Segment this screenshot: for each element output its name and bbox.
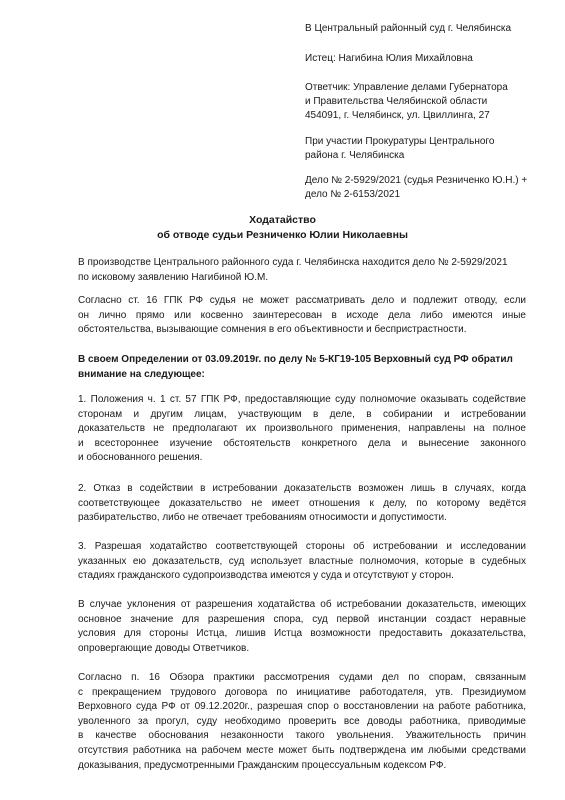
text-line: условия для стороны Истца, лишив Истца возможности предоставить доказательства, (78, 628, 526, 640)
defendant-block (305, 81, 550, 123)
text-line: разбирательство, либо не отвечает требованиям относимости и допустимости. (78, 512, 447, 524)
paragraph-case-info (78, 256, 526, 285)
text-line: по исковому заявлению Нагибиной Ю.М. (78, 271, 269, 283)
paragraph-point-1 (78, 393, 526, 466)
text-line: в качестве обоснования незаконности такого увольнения. Уважительность причин (78, 730, 526, 742)
plaintiff-block (305, 52, 550, 66)
text-line: доказательств не предполагают их произвольного применения, направлены на полное (78, 423, 526, 435)
text-line: внимание на следующее: (78, 368, 205, 380)
text-line: соответствующее доказательство не имеет отношения к делу, по которому ведётся (78, 497, 526, 509)
text-line: обстоятельства, вызывающие сомнения в его объективности и беспристрастности. (78, 324, 467, 336)
text-line: В случае уклонения от разрешения ходатайства об истребовании доказательств, имеющих (78, 599, 526, 610)
paragraph-evasion (78, 598, 526, 656)
text-line: 2. Отказ в содействии в истребовании доказательств возможен лишь в случаях, когда (78, 483, 526, 494)
text-line: опровергающие доводы Ответчиков. (78, 642, 250, 654)
text-line: указанных ею доказательств, суд использует властные полномочия, которые в судебных (78, 555, 526, 567)
prosecutor-line: района г. Челябинска (305, 150, 405, 161)
prosecutor-block (305, 135, 550, 163)
text-line: В своем Определении от 03.09.2019г. по делу № 5-КГ19-105 Верховный суд РФ обратил (78, 354, 513, 365)
text-line: и всестороннее изучение обстоятельств конкретного дела и вынесение законного (78, 437, 526, 449)
plaintiff-line: Истец: Нагибина Юлия Михайловна (305, 53, 473, 64)
text-line: В производстве Центрального районного суда г. Челябинска находится дело № 2-5929/2021 (78, 257, 508, 268)
text-line: стадиях гражданского судопроизводства имеются у суда и отсутствуют у сторон. (78, 570, 454, 582)
text-line: Верховного суда РФ от 09.12.2020г., разрешая спор о восстановлении на работе работника, (78, 701, 526, 713)
text-line: 3. Разрешая ходатайство соответствующей стороны об истребовании и исследовании (78, 541, 526, 552)
text-line: отсутствия работника на рабочем месте может быть подтверждена им любыми средствами (78, 744, 526, 756)
prosecutor-line: При участии Прокуратуры Центрального (305, 136, 495, 147)
text-line: Согласно ст. 16 ГПК РФ судья не может рассматривать дело и подлежит отводу, если (78, 295, 526, 306)
paragraph-supreme-court-ruling (78, 353, 526, 382)
text-line: с прекращением трудового договора по инициативе работодателя, утв. Президиумом (78, 686, 526, 698)
text-line: уволенного за прогул, суду необходимо проверить все доводы работника, приводимые (78, 715, 526, 727)
text-line: основное значение для разрешения спора, суд первой инстанции создаст неравные (78, 613, 526, 625)
court-addressee (305, 22, 550, 36)
text-line: он лично прямо или косвенно заинтересован в исходе дела либо имеются иные (78, 309, 526, 321)
text-line: сторонам и другим лицам, участвующим в деле, в собирании и истребовании (78, 408, 526, 420)
case-line: Дело № 2-5929/2021 (судья Резниченко Ю.Н.) + (305, 175, 528, 186)
text-line: доказывания, предусмотренными Гражданским процессуальным кодексом РФ. (78, 759, 447, 771)
case-line: дело № 2-6153/2021 (305, 189, 401, 200)
paragraph-point-3 (78, 540, 526, 584)
title-line: об отводе судьи Резниченко Юлии Николаевны (157, 229, 408, 241)
paragraph-point-2 (78, 482, 526, 526)
text-line: 1. Положения ч. 1 ст. 57 ГПК РФ, предоставляющие суду полномочие оказывать содействие (78, 394, 526, 405)
case-number-block (305, 174, 550, 202)
defendant-line: 454091, г. Челябинск, ул. Цвиллинга, 27 (305, 110, 490, 121)
defendant-line: и Правительства Челябинской области (305, 96, 488, 107)
text-line: и обоснованного решения. (78, 452, 203, 464)
text-line: Согласно п. 16 Обзора практики рассмотрения судами дел по спорам, связанным (78, 672, 526, 683)
defendant-line: Ответчик: Управление делами Губернатора (305, 82, 508, 93)
document-title (0, 213, 565, 243)
title-line: Ходатайство (249, 214, 316, 226)
court-line: В Центральный районный суд г. Челябинска (305, 23, 512, 34)
paragraph-article-16 (78, 294, 526, 338)
paragraph-practice-review (78, 671, 526, 773)
